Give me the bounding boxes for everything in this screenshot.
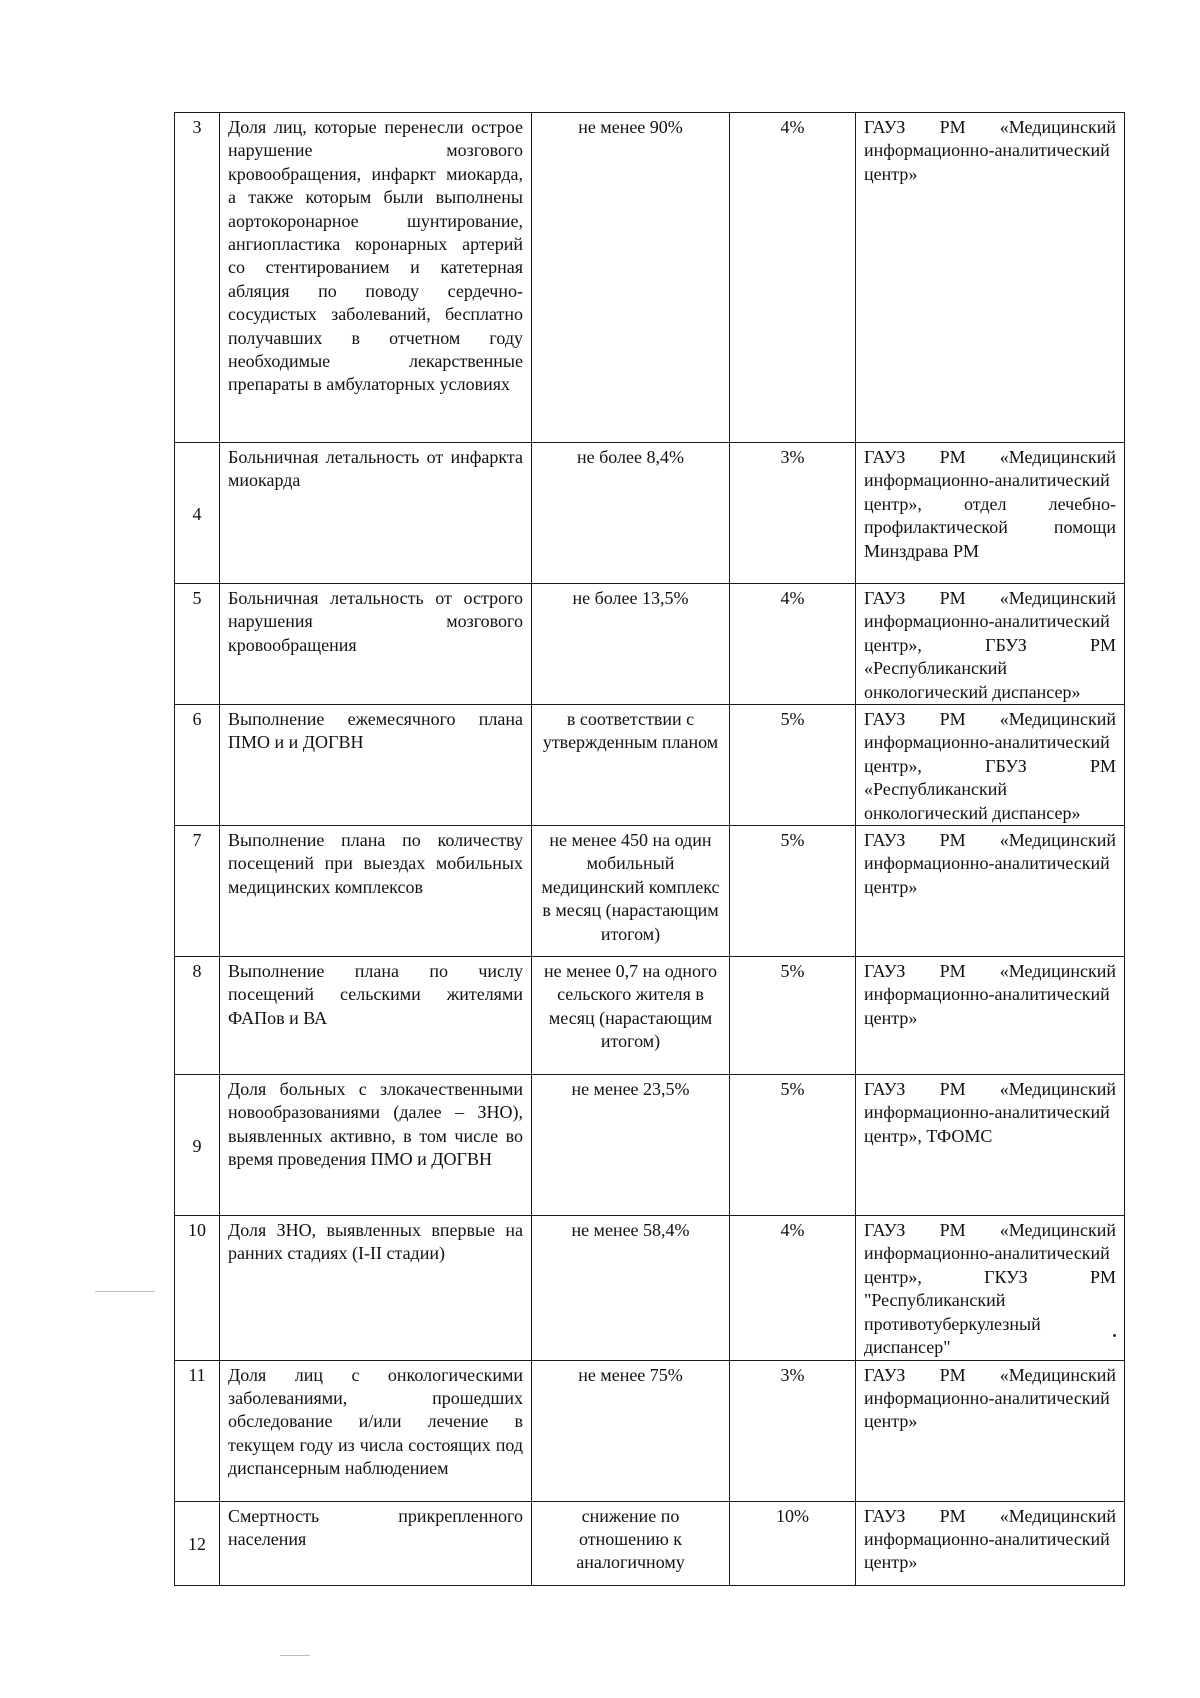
scan-artifact-dot xyxy=(1113,1334,1116,1337)
indicators-table xyxy=(174,112,1125,1586)
target-value: не более 13,5% xyxy=(532,584,730,705)
data-source: ГАУЗ РМ «Медицинский информационно-аналитический центр» xyxy=(856,1501,1125,1585)
weight-value: 5% xyxy=(730,826,856,957)
table-row xyxy=(175,443,1125,584)
indicator-name: Доля лиц с онкологическими заболеваниями, прошедших обследование и/или лечение в текущем году из числа состоящих под диспансерным наблюдением xyxy=(220,1360,532,1501)
scan-artifact-line xyxy=(280,1655,310,1656)
table-row xyxy=(175,705,1125,826)
data-source: ГАУЗ РМ «Медицинский информационно-аналитический центр» xyxy=(856,1360,1125,1501)
table-row xyxy=(175,584,1125,705)
indicator-name: Доля ЗНО, выявленных впервые на ранних стадиях (I-II стадии) xyxy=(220,1216,532,1360)
target-value: не менее 90% xyxy=(532,113,730,443)
weight-value: 3% xyxy=(730,1360,856,1501)
indicator-name: Выполнение ежемесячного плана ПМО и и ДОГВН xyxy=(220,705,532,826)
scan-artifact-line xyxy=(95,1291,155,1292)
table-row xyxy=(175,957,1125,1075)
weight-value: 5% xyxy=(730,957,856,1075)
target-value: не менее 75% xyxy=(532,1360,730,1501)
weight-value: 3% xyxy=(730,443,856,584)
weight-value: 4% xyxy=(730,1216,856,1360)
target-value: не менее 23,5% xyxy=(532,1075,730,1216)
row-number: 4 xyxy=(175,443,220,584)
target-value: не менее 0,7 на одного сельского жителя в месяц (нарастающим итогом) xyxy=(532,957,730,1075)
target-value: в соответствии с утвержденным планом xyxy=(532,705,730,826)
table-row xyxy=(175,1360,1125,1501)
target-value: не более 8,4% xyxy=(532,443,730,584)
row-number: 10 xyxy=(175,1216,220,1360)
weight-value: 10% xyxy=(730,1501,856,1585)
row-number: 6 xyxy=(175,705,220,826)
target-value: не менее 450 на один мобильный медицинский комплекс в месяц (нарастающим итогом) xyxy=(532,826,730,957)
weight-value: 5% xyxy=(730,1075,856,1216)
table-row xyxy=(175,113,1125,443)
row-number: 3 xyxy=(175,113,220,443)
target-value: не менее 58,4% xyxy=(532,1216,730,1360)
row-number: 5 xyxy=(175,584,220,705)
table-row xyxy=(175,1075,1125,1216)
row-number: 11 xyxy=(175,1360,220,1501)
row-number: 7 xyxy=(175,826,220,957)
indicator-name: Больничная летальность от инфаркта миокарда xyxy=(220,443,532,584)
data-source: ГАУЗ РМ «Медицинский информационно-аналитический центр» xyxy=(856,113,1125,443)
data-source: ГАУЗ РМ «Медицинский информационно-аналитический центр» xyxy=(856,957,1125,1075)
data-source: ГАУЗ РМ «Медицинский информационно-аналитический центр», ТФОМС xyxy=(856,1075,1125,1216)
indicator-name: Доля больных с злокачественными новообразованиями (далее – ЗНО), выявленных активно, в том числе во время проведения ПМО и ДОГВН xyxy=(220,1075,532,1216)
data-source: ГАУЗ РМ «Медицинский информационно-аналитический центр», ГБУЗ РМ «Республиканский онкологический диспансер» xyxy=(856,705,1125,826)
table-row xyxy=(175,1216,1125,1360)
table-row xyxy=(175,1501,1125,1585)
indicator-name: Смертность прикрепленного населения xyxy=(220,1501,532,1585)
data-source: ГАУЗ РМ «Медицинский информационно-аналитический центр», ГБУЗ РМ «Республиканский онкологический диспансер» xyxy=(856,584,1125,705)
indicator-name: Больничная летальность от острого нарушения мозгового кровообращения xyxy=(220,584,532,705)
table-row xyxy=(175,826,1125,957)
weight-value: 4% xyxy=(730,584,856,705)
weight-value: 5% xyxy=(730,705,856,826)
target-value: снижение по отношению к аналогичному xyxy=(532,1501,730,1585)
indicator-name: Выполнение плана по количеству посещений при выездах мобильных медицинских комплексов xyxy=(220,826,532,957)
data-source: ГАУЗ РМ «Медицинский информационно-аналитический центр» xyxy=(856,826,1125,957)
row-number: 8 xyxy=(175,957,220,1075)
indicator-name: Выполнение плана по числу посещений сельскими жителями ФАПов и ВА xyxy=(220,957,532,1075)
data-source: ГАУЗ РМ «Медицинский информационно-аналитический центр», ГКУЗ РМ "Республиканский противотуберкулезный диспансер" xyxy=(856,1216,1125,1360)
data-source: ГАУЗ РМ «Медицинский информационно-аналитический центр», отдел лечебно-профилактической помощи Минздрава РМ xyxy=(856,443,1125,584)
indicator-name: Доля лиц, которые перенесли острое нарушение мозгового кровообращения, инфаркт миокарда, а также которым были выполнены аортокоронарное шунтирование, ангиопластика коронарных артерий со стентированием и катетерная абляция по поводу сердечно-сосудистых заболеваний, бесплатно получавших в отчетном году необходимые лекарственные препараты в амбулаторных условиях xyxy=(220,113,532,443)
row-number: 12 xyxy=(175,1501,220,1585)
weight-value: 4% xyxy=(730,113,856,443)
row-number: 9 xyxy=(175,1075,220,1216)
